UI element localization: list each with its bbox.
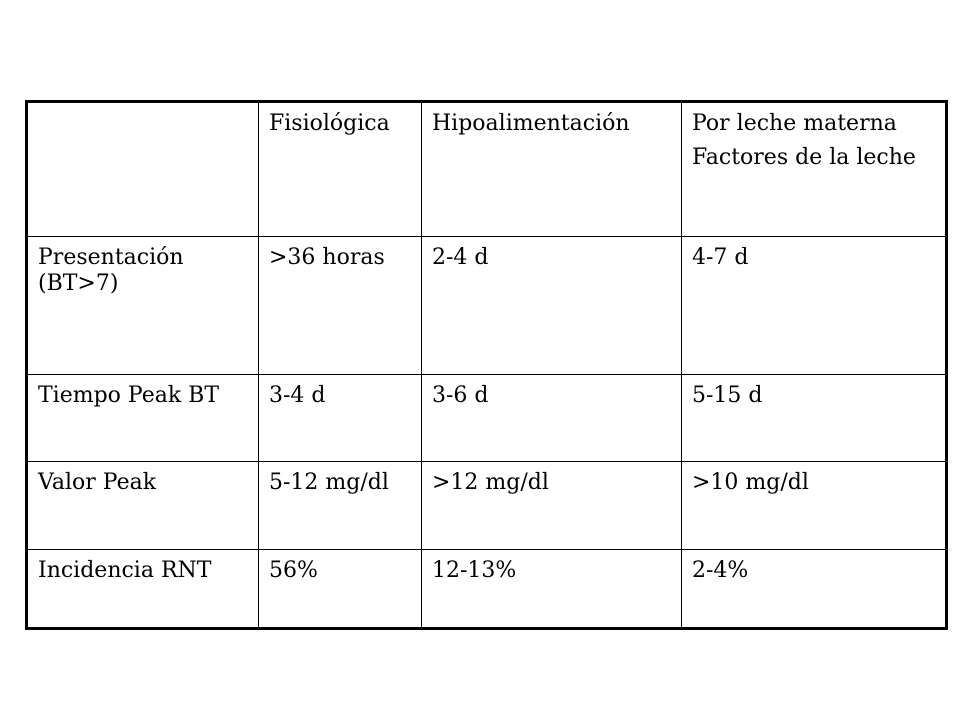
cell-hipoalimentacion: >12 mg/dl <box>422 462 682 550</box>
corner-cell <box>27 102 259 237</box>
cell-leche-materna: 5-15 d <box>682 375 947 462</box>
table-row <box>27 375 947 462</box>
row-label: Incidencia RNT <box>27 550 259 629</box>
cell-fisiologica: 5-12 mg/dl <box>259 462 422 550</box>
comparison-table <box>25 100 948 630</box>
row-label: Presentación (BT>7) <box>27 237 259 375</box>
cell-leche-materna: 4-7 d <box>682 237 947 375</box>
cell-fisiologica: 56% <box>259 550 422 629</box>
table-row <box>27 550 947 629</box>
table-row <box>27 462 947 550</box>
cell-fisiologica: >36 horas <box>259 237 422 375</box>
header-leche-materna-line2: Factores de la leche <box>692 145 916 171</box>
table-row <box>27 237 947 375</box>
header-leche-materna-line1: Por leche materna <box>692 111 897 136</box>
cell-leche-materna: >10 mg/dl <box>682 462 947 550</box>
cell-leche-materna: 2-4% <box>682 550 947 629</box>
row-label: Valor Peak <box>27 462 259 550</box>
cell-hipoalimentacion: 2-4 d <box>422 237 682 375</box>
header-fisiologica: Fisiológica <box>259 102 422 237</box>
header-leche-materna <box>682 102 947 237</box>
header-row <box>27 102 947 237</box>
header-hipoalimentacion: Hipoalimentación <box>422 102 682 237</box>
cell-hipoalimentacion: 12-13% <box>422 550 682 629</box>
cell-fisiologica: 3-4 d <box>259 375 422 462</box>
row-label: Tiempo Peak BT <box>27 375 259 462</box>
cell-hipoalimentacion: 3-6 d <box>422 375 682 462</box>
